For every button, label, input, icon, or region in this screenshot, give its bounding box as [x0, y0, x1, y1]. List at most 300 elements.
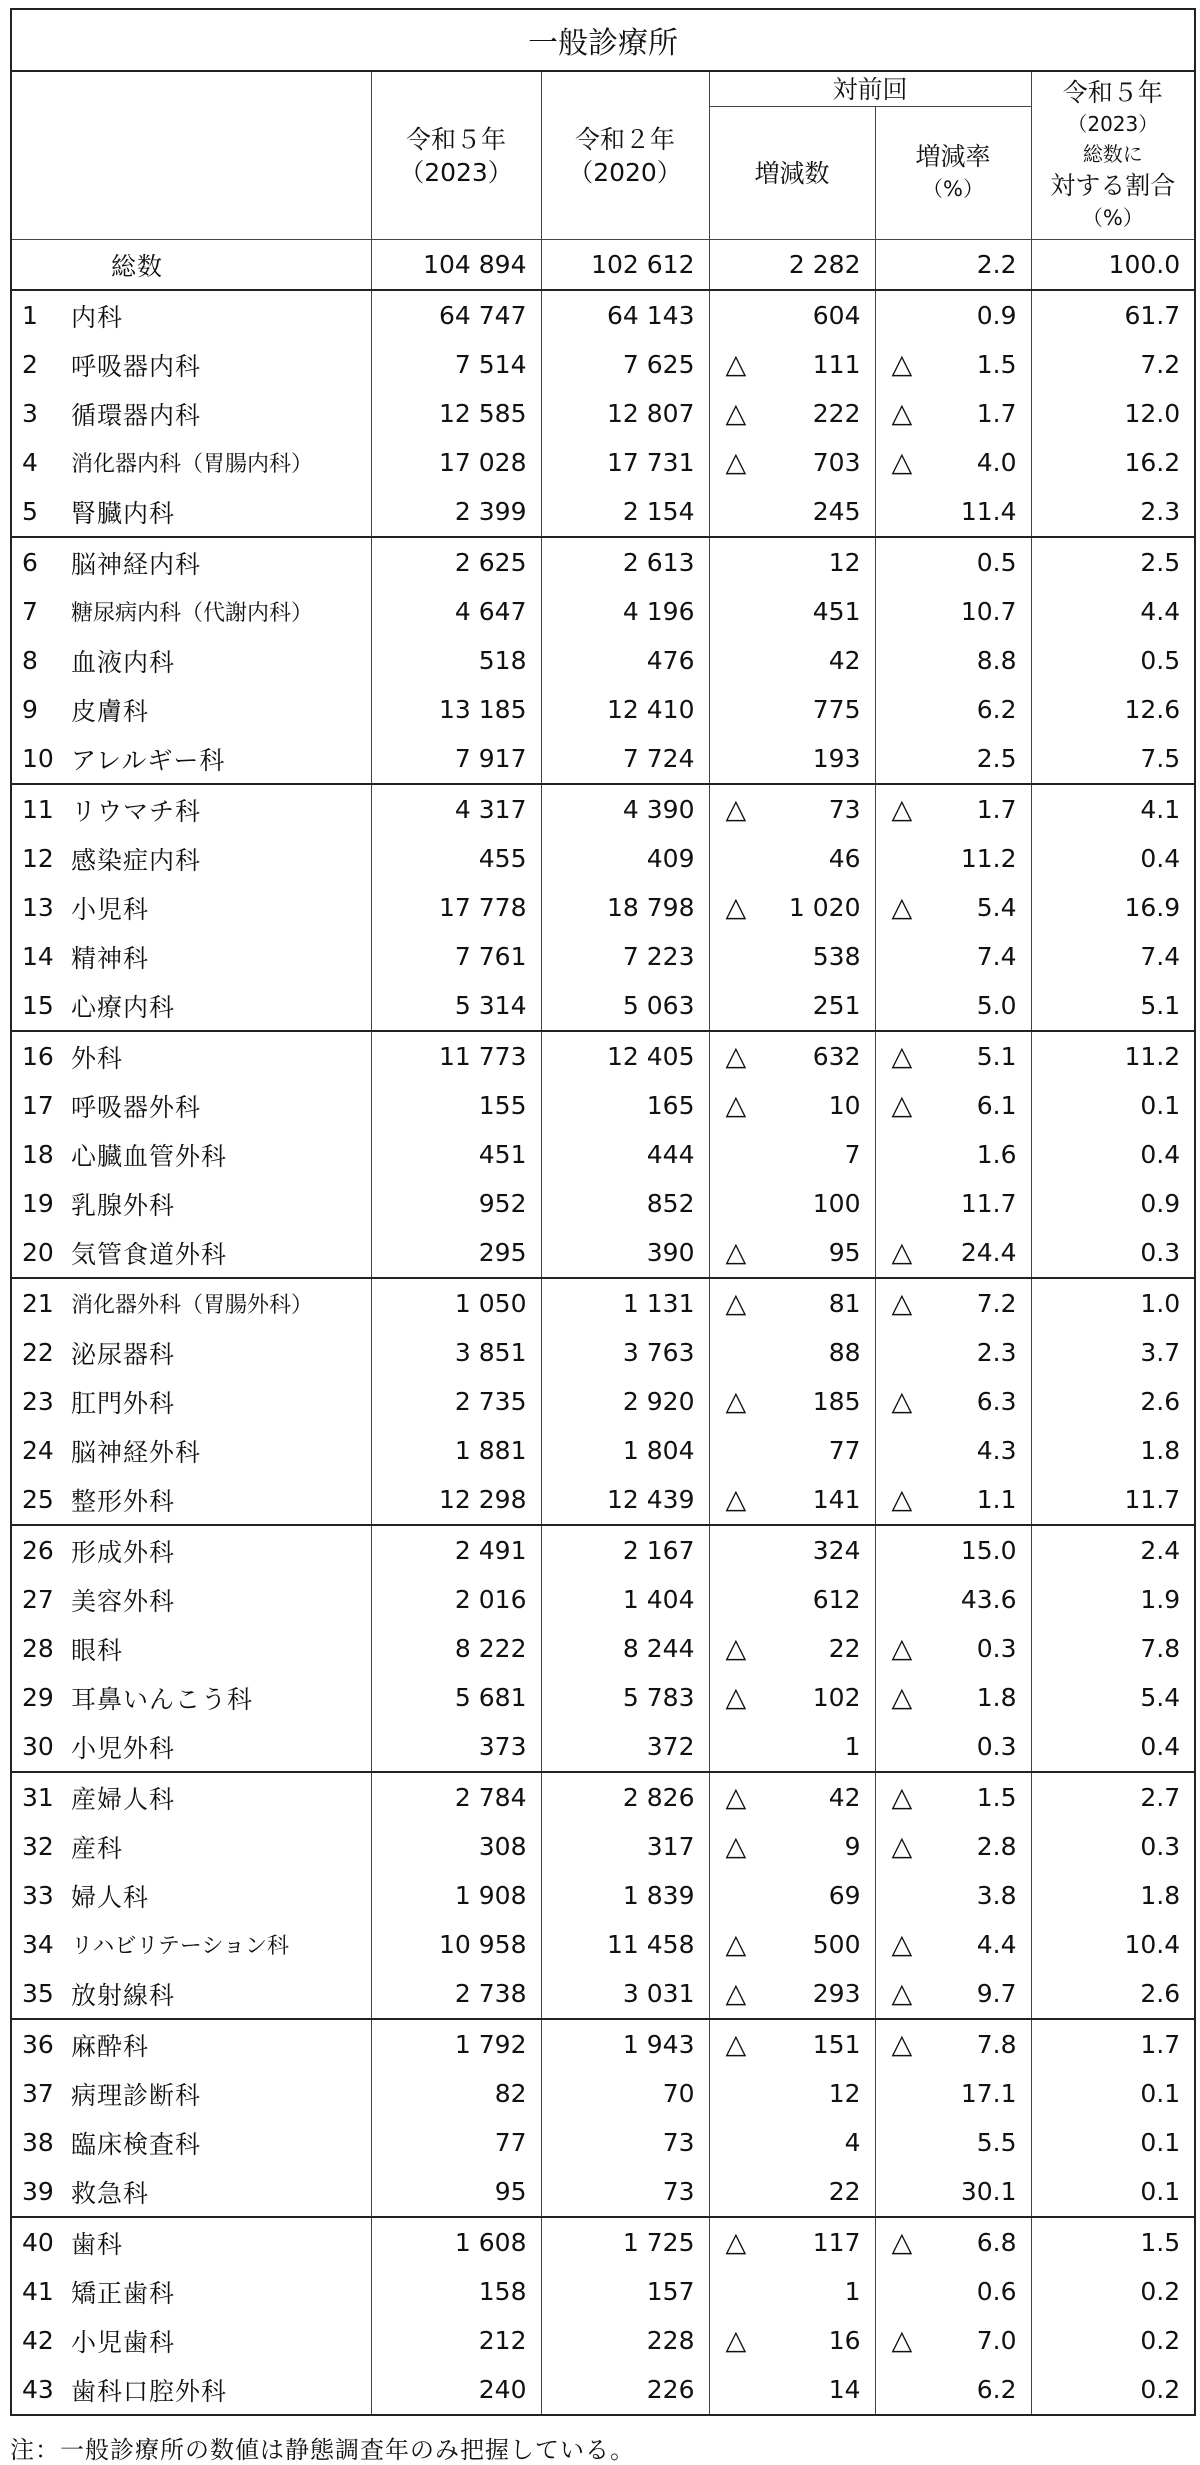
share-value: 7.8 [1031, 1624, 1195, 1673]
row-number: 41 [11, 2267, 71, 2316]
diff-value: 111 [812, 350, 861, 379]
specialty-name: 産科 [71, 1833, 124, 1863]
total-row [11, 240, 1195, 291]
share-value: 7.5 [1031, 734, 1195, 784]
share-value: 12.0 [1031, 389, 1195, 438]
table-row [11, 1673, 1195, 1722]
rate-decrease-mark [875, 1871, 939, 1920]
diff-value: 222 [812, 399, 861, 428]
row-number: 11 [11, 784, 71, 834]
table-row [11, 1081, 1195, 1130]
value-r2: 70 [541, 2069, 709, 2118]
row-number: 30 [11, 1722, 71, 1772]
value-r2: 2 826 [541, 1772, 709, 1822]
rate-decrease-mark [875, 1525, 939, 1575]
rate-value: 24.4 [939, 1228, 1031, 1278]
rate-decrease-mark [875, 834, 939, 883]
value-r2: 12 405 [541, 1031, 709, 1081]
header-share [1031, 71, 1195, 240]
rate-decrease-mark: △ [875, 1475, 939, 1525]
specialty-name: 麻酔科 [71, 2031, 150, 2061]
diff-decrease-mark [709, 1722, 773, 1772]
value-r5: 11 773 [371, 1031, 541, 1081]
rate-value: 1.8 [976, 1683, 1017, 1712]
diff-value: 10 [828, 1091, 861, 1120]
rate-decrease-mark: △ [875, 340, 939, 389]
value-r2: 2 154 [541, 487, 709, 537]
rate-value: 7.0 [976, 2326, 1017, 2355]
diff-value: 46 [828, 844, 861, 873]
value-r5: 2 738 [371, 1969, 541, 2019]
rate-value: 1.7 [976, 399, 1017, 428]
specialty-name: 臨床検査科 [71, 2129, 202, 2159]
specialty-name: 耳鼻いんこう科 [71, 1684, 254, 1714]
rate-decrease-mark [875, 2267, 939, 2316]
row-number: 2 [11, 340, 71, 389]
header-r5-line1: 令和５年 [405, 124, 506, 154]
row-number: 8 [11, 636, 71, 685]
specialty-name: 内科 [71, 302, 124, 332]
value-r5: 7 761 [371, 932, 541, 981]
share-value: 0.2 [1031, 2316, 1195, 2365]
share-value: 7.2 [1031, 340, 1195, 389]
diff-value: 193 [773, 734, 875, 784]
share-value: 0.3 [1031, 1228, 1195, 1278]
rate-value: 17.1 [960, 2079, 1017, 2108]
share-value: 12.6 [1031, 685, 1195, 734]
diff-value: 73 [828, 795, 861, 824]
specialty-name: 形成外科 [71, 1537, 176, 1567]
row-number: 13 [11, 883, 71, 932]
diff-decrease-mark [709, 2069, 773, 2118]
value-r5: 455 [371, 834, 541, 883]
rate-value: 5.4 [976, 893, 1017, 922]
rate-decrease-mark [875, 981, 939, 1031]
rate-decrease-mark: △ [875, 1081, 939, 1130]
rate-decrease-mark [875, 537, 939, 587]
rate-decrease-mark [875, 2118, 939, 2167]
rate-decrease-mark [875, 487, 939, 537]
share-value: 2.5 [1031, 537, 1195, 587]
rate-decrease-mark [875, 1179, 939, 1228]
row-number: 39 [11, 2167, 71, 2217]
row-number: 38 [11, 2118, 71, 2167]
share-value: 61.7 [1031, 290, 1195, 340]
specialty-name: 消化器内科（胃腸内科） [71, 452, 314, 477]
value-r2: 444 [541, 1130, 709, 1179]
value-r2: 226 [541, 2365, 709, 2415]
value-r2: 17 731 [541, 438, 709, 487]
table-row [11, 932, 1195, 981]
share-value: 2.7 [1031, 1772, 1195, 1822]
value-r5: 1 608 [371, 2217, 541, 2267]
diff-value: 81 [828, 1289, 861, 1318]
value-r2: 2 167 [541, 1525, 709, 1575]
value-r5: 17 778 [371, 883, 541, 932]
rate-decrease-mark: △ [875, 1772, 939, 1822]
row-number: 43 [11, 2365, 71, 2415]
diff-value: 500 [812, 1930, 861, 1959]
value-r5: 4 317 [371, 784, 541, 834]
rate-decrease-mark [875, 685, 939, 734]
diff-value: 703 [812, 448, 861, 477]
share-value: 1.0 [1031, 1278, 1195, 1328]
diff-value: 4 [844, 2128, 861, 2157]
specialty-name: 皮膚科 [71, 696, 150, 726]
value-r2: 1 404 [541, 1575, 709, 1624]
table-row [11, 290, 1195, 340]
share-value: 10.4 [1031, 1920, 1195, 1969]
value-r5: 77 [371, 2118, 541, 2167]
diff-value: 14 [773, 2365, 875, 2415]
header-share-line2: （2023） [1067, 112, 1159, 136]
rate-value: 6.8 [976, 2228, 1017, 2257]
rate-value: 7.8 [976, 2030, 1017, 2059]
value-r2: 73 [541, 2118, 709, 2167]
row-number: 22 [11, 1328, 71, 1377]
rate-decrease-mark: △ [875, 1228, 939, 1278]
rate-value: 5.1 [976, 1042, 1017, 1071]
rate-value: 4.4 [976, 1930, 1017, 1959]
specialty-name: 脳神経外科 [71, 1437, 202, 1467]
specialty-name: 心療内科 [71, 981, 371, 1031]
rate-decrease-mark: △ [875, 2217, 939, 2267]
value-r5: 12 298 [371, 1475, 541, 1525]
diff-value: 12 [828, 2079, 861, 2108]
value-r5: 518 [371, 636, 541, 685]
value-r2: 852 [541, 1179, 709, 1228]
table-row [11, 636, 1195, 685]
diff-value: 12 [828, 548, 861, 577]
specialty-name: リウマチ科 [71, 796, 202, 826]
rate-value: 2.8 [976, 1832, 1017, 1861]
diff-value: 324 [812, 1536, 861, 1565]
value-r2: 73 [541, 2167, 709, 2217]
rate-decrease-mark [875, 1575, 939, 1624]
diff-value: 451 [812, 597, 861, 626]
value-r2: 8 244 [541, 1624, 709, 1673]
table-row [11, 1179, 1195, 1228]
value-r5: 212 [371, 2316, 541, 2365]
value-r5: 308 [371, 1822, 541, 1871]
header-r5-line2: （2023） [399, 157, 513, 187]
rate-value: 6.2 [939, 2365, 1031, 2415]
share-value: 3.7 [1031, 1328, 1195, 1377]
share-value: 11.2 [1031, 1031, 1195, 1081]
rate-decrease-mark [875, 2069, 939, 2118]
table-row [11, 1377, 1195, 1426]
value-r2: 12 410 [541, 685, 709, 734]
diff-decrease-mark [709, 1871, 773, 1920]
footnote: 注：一般診療所の数値は静態調査年のみ把握している。 [10, 2436, 635, 2464]
share-value: 4.4 [1031, 587, 1195, 636]
value-r5: 5 681 [371, 1673, 541, 1722]
share-value: 1.5 [1031, 2217, 1195, 2267]
table-row [11, 1772, 1195, 1822]
value-r2: 1 804 [541, 1426, 709, 1475]
diff-decrease-mark: △ [709, 2316, 773, 2365]
row-number: 26 [11, 1525, 71, 1575]
row-number: 16 [11, 1031, 71, 1081]
specialty-name: 歯科 [71, 2229, 124, 2259]
header-r2-line2: （2020） [568, 157, 682, 187]
share-value: 2.6 [1031, 1377, 1195, 1426]
value-r5: 2 784 [371, 1772, 541, 1822]
table-row [11, 1920, 1195, 1969]
share-value: 0.1 [1031, 2069, 1195, 2118]
share-value: 0.5 [1031, 636, 1195, 685]
total-rate-mark [875, 240, 939, 291]
diff-decrease-mark [709, 1525, 773, 1575]
header-prev: 対前回 [709, 71, 1031, 107]
row-number: 34 [11, 1920, 71, 1969]
specialty-name: 病理診断科 [71, 2080, 202, 2110]
specialty-name: 眼科 [71, 1635, 124, 1665]
value-r5: 451 [371, 1130, 541, 1179]
rate-decrease-mark [875, 1722, 939, 1772]
total-r5: 104 894 [371, 240, 541, 291]
table-row [11, 2167, 1195, 2217]
row-number: 7 [11, 587, 71, 636]
diff-value: 88 [828, 1338, 861, 1367]
specialty-name: 小児外科 [71, 1722, 371, 1772]
diff-decrease-mark [709, 487, 773, 537]
value-r2: 1 839 [541, 1871, 709, 1920]
rate-value: 11.7 [960, 1189, 1017, 1218]
share-value: 11.7 [1031, 1475, 1195, 1525]
rate-decrease-mark [875, 1426, 939, 1475]
specialty-name: リハビリテーション科 [71, 1934, 290, 1959]
diff-decrease-mark [709, 685, 773, 734]
value-r2: 5 063 [541, 981, 709, 1031]
share-value: 0.4 [1031, 834, 1195, 883]
row-number: 21 [11, 1278, 71, 1328]
value-r5: 1 881 [371, 1426, 541, 1475]
specialty-name: 泌尿器科 [71, 1339, 176, 1369]
share-value: 0.3 [1031, 1822, 1195, 1871]
rate-decrease-mark: △ [875, 1624, 939, 1673]
diff-decrease-mark [709, 981, 773, 1031]
specialty-name: 心臓血管外科 [71, 1141, 228, 1171]
row-number: 35 [11, 1969, 71, 2019]
table-row [11, 784, 1195, 834]
diff-decrease-mark: △ [709, 389, 773, 438]
rate-value: 0.3 [939, 1722, 1031, 1772]
table-row [11, 1130, 1195, 1179]
rate-decrease-mark: △ [875, 389, 939, 438]
value-r5: 158 [371, 2267, 541, 2316]
share-value: 1.7 [1031, 2019, 1195, 2069]
diff-value: 538 [812, 942, 861, 971]
rate-value: 6.2 [976, 695, 1017, 724]
row-number: 27 [11, 1575, 71, 1624]
table-row [11, 1575, 1195, 1624]
row-number: 23 [11, 1377, 71, 1426]
value-r5: 2 735 [371, 1377, 541, 1426]
diff-decrease-mark [709, 1575, 773, 1624]
diff-decrease-mark: △ [709, 1081, 773, 1130]
value-r5: 1 792 [371, 2019, 541, 2069]
diff-decrease-mark: △ [709, 883, 773, 932]
table-body [11, 240, 1195, 2416]
specialty-name: 糖尿病内科（代謝内科） [71, 601, 314, 626]
value-r5: 10 958 [371, 1920, 541, 1969]
specialty-name: 救急科 [71, 2167, 371, 2217]
table-row [11, 537, 1195, 587]
rate-value: 5.0 [939, 981, 1031, 1031]
share-value: 2.3 [1031, 487, 1195, 537]
diff-decrease-mark: △ [709, 1475, 773, 1525]
rate-decrease-mark: △ [875, 784, 939, 834]
specialty-name: 美容外科 [71, 1586, 176, 1616]
table-row [11, 340, 1195, 389]
share-value: 2.6 [1031, 1969, 1195, 2019]
share-value: 16.9 [1031, 883, 1195, 932]
row-number: 37 [11, 2069, 71, 2118]
diff-value: 22 [828, 1634, 861, 1663]
total-r2: 102 612 [541, 240, 709, 291]
header-share-line1: 令和５年 [1062, 78, 1163, 107]
row-number: 42 [11, 2316, 71, 2365]
row-number: 15 [11, 981, 71, 1031]
value-r2: 409 [541, 834, 709, 883]
share-value: 4.1 [1031, 784, 1195, 834]
diff-decrease-mark: △ [709, 1278, 773, 1328]
total-diff-mark [709, 240, 773, 291]
value-r5: 8 222 [371, 1624, 541, 1673]
diff-decrease-mark [709, 734, 773, 784]
row-number: 1 [11, 290, 71, 340]
value-r2: 1 131 [541, 1278, 709, 1328]
table-row [11, 1475, 1195, 1525]
table-row [11, 685, 1195, 734]
specialty-name: 循環器内科 [71, 400, 202, 430]
diff-decrease-mark: △ [709, 2217, 773, 2267]
rate-value: 1.5 [976, 350, 1017, 379]
rate-value: 2.3 [976, 1338, 1017, 1367]
diff-decrease-mark [709, 2365, 773, 2415]
value-r5: 155 [371, 1081, 541, 1130]
table-row [11, 1822, 1195, 1871]
table-row [11, 389, 1195, 438]
diff-value: 251 [773, 981, 875, 1031]
rate-decrease-mark [875, 2167, 939, 2217]
table-row [11, 2316, 1195, 2365]
row-number: 3 [11, 389, 71, 438]
rate-decrease-mark: △ [875, 1031, 939, 1081]
specialty-name: 整形外科 [71, 1475, 371, 1525]
rate-decrease-mark [875, 290, 939, 340]
row-number: 32 [11, 1822, 71, 1871]
value-r5: 2 399 [371, 487, 541, 537]
header-share-line5: （%） [1081, 206, 1144, 230]
value-r5: 82 [371, 2069, 541, 2118]
diff-value: 9 [844, 1832, 861, 1861]
value-r2: 7 625 [541, 340, 709, 389]
total-no [11, 240, 71, 291]
value-r2: 11 458 [541, 1920, 709, 1969]
total-rate: 2.2 [939, 240, 1031, 291]
diff-value: 604 [812, 301, 861, 330]
row-number: 28 [11, 1624, 71, 1673]
rate-decrease-mark: △ [875, 438, 939, 487]
table-row [11, 1525, 1195, 1575]
value-r2: 12 439 [541, 1475, 709, 1525]
diff-decrease-mark [709, 587, 773, 636]
table-row [11, 1328, 1195, 1377]
rate-value: 7.4 [976, 942, 1017, 971]
diff-decrease-mark: △ [709, 340, 773, 389]
specialty-name: 乳腺外科 [71, 1190, 176, 1220]
table-row [11, 2069, 1195, 2118]
rate-decrease-mark [875, 2365, 939, 2415]
row-number: 31 [11, 1772, 71, 1822]
diff-decrease-mark: △ [709, 1920, 773, 1969]
rate-decrease-mark [875, 636, 939, 685]
share-value: 0.1 [1031, 2118, 1195, 2167]
share-value: 0.1 [1031, 1081, 1195, 1130]
rate-decrease-mark: △ [875, 1822, 939, 1871]
value-r2: 4 196 [541, 587, 709, 636]
value-r2: 165 [541, 1081, 709, 1130]
header-r2-line1: 令和２年 [574, 124, 675, 154]
value-r5: 1 908 [371, 1871, 541, 1920]
rate-value: 2.5 [939, 734, 1031, 784]
value-r5: 3 851 [371, 1328, 541, 1377]
row-number: 4 [11, 438, 71, 487]
diff-decrease-mark [709, 2167, 773, 2217]
share-value: 7.4 [1031, 932, 1195, 981]
diff-value: 22 [773, 2167, 875, 2217]
value-r5: 64 747 [371, 290, 541, 340]
table-row [11, 438, 1195, 487]
value-r5: 4 647 [371, 587, 541, 636]
diff-decrease-mark: △ [709, 1772, 773, 1822]
table-row [11, 883, 1195, 932]
rate-value: 8.8 [976, 646, 1017, 675]
table-row [11, 981, 1195, 1031]
share-value: 1.8 [1031, 1871, 1195, 1920]
header-r5 [371, 71, 541, 240]
row-number: 12 [11, 834, 71, 883]
rate-decrease-mark: △ [875, 1920, 939, 1969]
share-value: 0.4 [1031, 1130, 1195, 1179]
row-number: 36 [11, 2019, 71, 2069]
diff-value: 117 [812, 2228, 861, 2257]
header-r2 [541, 71, 709, 240]
table-row [11, 2217, 1195, 2267]
value-r5: 295 [371, 1228, 541, 1278]
value-r5: 7 514 [371, 340, 541, 389]
diff-value: 69 [828, 1881, 861, 1910]
diff-value: 100 [812, 1189, 861, 1218]
rate-value: 9.7 [939, 1969, 1031, 2019]
diff-decrease-mark [709, 932, 773, 981]
row-number: 25 [11, 1475, 71, 1525]
diff-decrease-mark [709, 1179, 773, 1228]
row-number: 6 [11, 537, 71, 587]
row-number: 24 [11, 1426, 71, 1475]
value-r2: 4 390 [541, 784, 709, 834]
diff-decrease-mark [709, 1426, 773, 1475]
value-r5: 2 625 [371, 537, 541, 587]
rate-value: 0.9 [976, 301, 1017, 330]
diff-value: 102 [812, 1683, 861, 1712]
header-rate [875, 107, 1031, 240]
value-r5: 952 [371, 1179, 541, 1228]
value-r5: 373 [371, 1722, 541, 1772]
value-r2: 390 [541, 1228, 709, 1278]
